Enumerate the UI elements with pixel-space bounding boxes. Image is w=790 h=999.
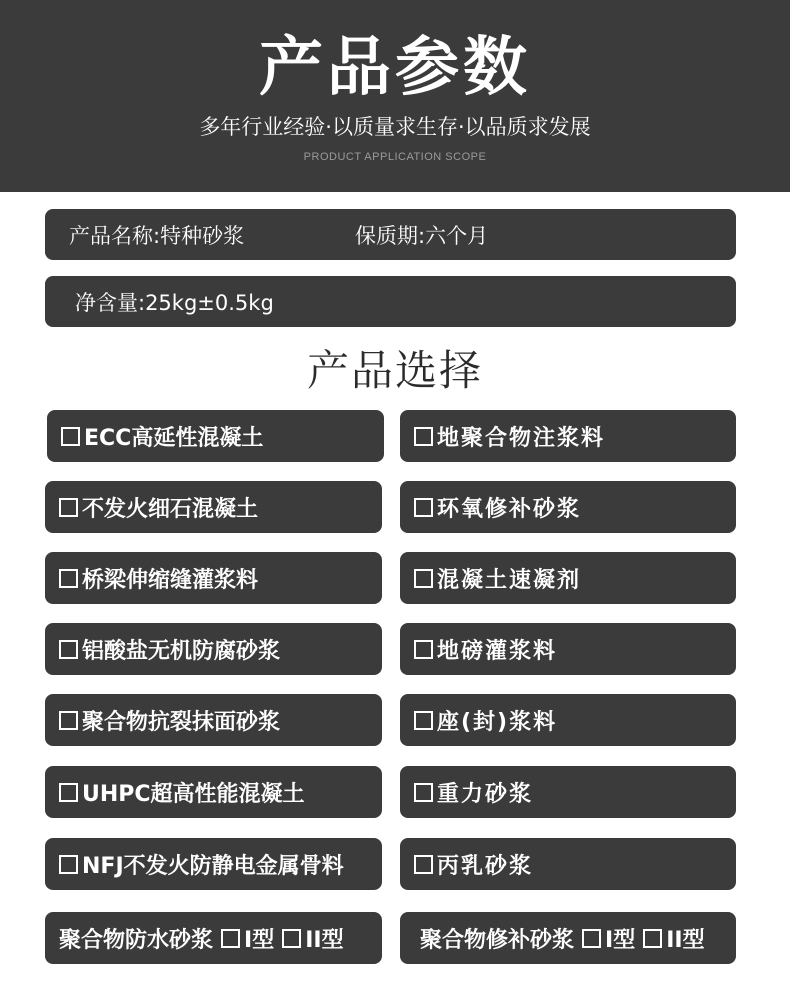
option-label: 丙乳砂浆 <box>437 853 534 879</box>
spec-bar-name <box>45 209 736 260</box>
type-2-label: II型 <box>305 927 344 953</box>
option-label: 桥梁伸缩缝灌浆料 <box>82 567 259 593</box>
header-banner <box>0 0 790 192</box>
option-aluminate-mortar[interactable] <box>45 623 382 675</box>
option-scale-grout[interactable] <box>400 623 736 675</box>
option-label: 混凝土速凝剂 <box>437 567 582 593</box>
checkbox-icon[interactable] <box>414 498 433 517</box>
option-waterproof-mortar <box>45 912 382 964</box>
shelf-life: 保质期:六个月 <box>355 223 489 248</box>
type-2-label: II型 <box>666 927 705 953</box>
checkbox-icon[interactable] <box>582 929 601 948</box>
option-label: 座(封)浆料 <box>437 709 558 735</box>
option-label: 聚合物防水砂浆 <box>59 927 214 953</box>
checkbox-icon[interactable] <box>61 427 80 446</box>
checkbox-icon[interactable] <box>59 783 78 802</box>
checkbox-icon[interactable] <box>59 855 78 874</box>
checkbox-icon[interactable] <box>59 569 78 588</box>
option-label: NFJ不发火防静电金属骨料 <box>82 853 344 879</box>
option-nfj-aggregate[interactable] <box>45 838 382 890</box>
option-label: 地磅灌浆料 <box>437 638 558 664</box>
checkbox-icon[interactable] <box>59 498 78 517</box>
option-geopolymer-grout[interactable] <box>400 410 736 462</box>
checkbox-icon[interactable] <box>59 640 78 659</box>
option-non-sparking-concrete[interactable] <box>45 481 382 533</box>
type-1-label: I型 <box>244 927 275 953</box>
type-1-label: I型 <box>605 927 636 953</box>
option-ecc-concrete[interactable] <box>47 410 384 462</box>
checkbox-icon[interactable] <box>414 783 433 802</box>
option-gravity-mortar[interactable] <box>400 766 736 818</box>
checkbox-icon[interactable] <box>414 640 433 659</box>
net-weight: 净含量:25kg±0.5kg <box>75 290 274 315</box>
page-subtitle: 多年行业经验·以质量求生存·以品质求发展 <box>199 115 591 139</box>
option-label: UHPC超高性能混凝土 <box>82 781 305 807</box>
product-name: 产品名称:特种砂浆 <box>69 223 245 248</box>
option-label: 环氧修补砂浆 <box>437 496 582 522</box>
option-label: ECC高延性混凝土 <box>84 425 264 451</box>
option-label: 铝酸盐无机防腐砂浆 <box>82 638 281 664</box>
page-title: 产品参数 <box>259 31 531 105</box>
checkbox-icon[interactable] <box>221 929 240 948</box>
option-label: 不发火细石混凝土 <box>82 496 259 522</box>
checkbox-icon[interactable] <box>414 427 433 446</box>
option-bridge-joint-grout[interactable] <box>45 552 382 604</box>
checkbox-icon[interactable] <box>643 929 662 948</box>
checkbox-icon[interactable] <box>414 711 433 730</box>
option-label: 聚合物抗裂抹面砂浆 <box>82 709 281 735</box>
checkbox-icon[interactable] <box>414 855 433 874</box>
option-seat-grout[interactable] <box>400 694 736 746</box>
checkbox-icon[interactable] <box>59 711 78 730</box>
option-repair-mortar <box>400 912 736 964</box>
option-anti-crack-mortar[interactable] <box>45 694 382 746</box>
page-subtitle-en: PRODUCT APPLICATION SCOPE <box>303 151 487 163</box>
option-epoxy-mortar[interactable] <box>400 481 736 533</box>
option-label: 重力砂浆 <box>437 781 534 807</box>
option-label: 地聚合物注浆料 <box>437 425 606 451</box>
option-acrylic-mortar[interactable] <box>400 838 736 890</box>
option-uhpc-concrete[interactable] <box>45 766 382 818</box>
checkbox-icon[interactable] <box>414 569 433 588</box>
spec-bar-weight <box>45 276 736 327</box>
option-label: 聚合物修补砂浆 <box>420 927 575 953</box>
option-accelerator[interactable] <box>400 552 736 604</box>
checkbox-icon[interactable] <box>282 929 301 948</box>
section-title: 产品选择 <box>306 346 483 395</box>
